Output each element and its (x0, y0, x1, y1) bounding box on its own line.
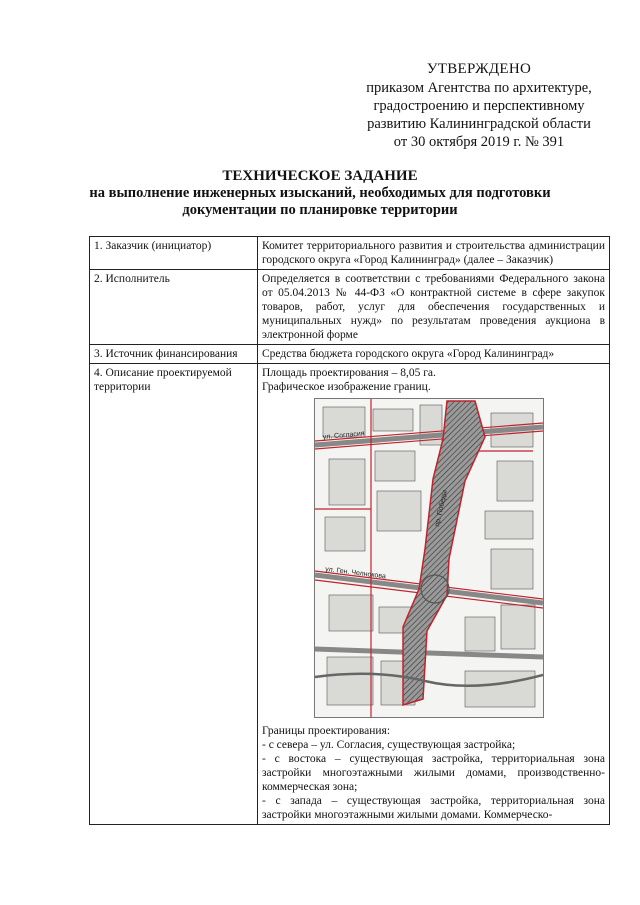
approval-line-2: градостроению и перспективному (373, 98, 585, 114)
row-value: Средства бюджета городского округа «Город Калининград» (258, 345, 610, 364)
boundary-map (314, 398, 544, 718)
table-row-executor (90, 270, 610, 345)
territory-description (258, 364, 610, 825)
title-sub-1: на выполнение инженерных изысканий, необходимых для подготовки (89, 185, 551, 201)
row-value: Определяется в соответствии с требованиями Федерального закона от 05.04.2013 № 44-ФЗ «О контрактной системе в сфере закупок товаров, работ, услуг для обеспечения государственных и муниципальных нужд» по результатам проведения аукциона в электронной форме (258, 270, 610, 345)
document-title (0, 168, 640, 219)
map-label-diag: пр. Победы (434, 489, 449, 528)
bounds-list (262, 738, 605, 822)
row-label: 3. Источник финансирования (90, 345, 258, 364)
territory-graphic-caption: Графическое изображение границ. (262, 381, 431, 393)
row-label: 1. Заказчик (инициатор) (90, 237, 258, 270)
approval-line-1: приказом Агентства по архитектуре, (366, 80, 592, 96)
title-sub-2: документации по планировке территории (182, 202, 458, 218)
approval-stamp: УТВЕРЖДЕНО (426, 61, 532, 77)
row-label: 2. Исполнитель (90, 270, 258, 345)
spec-table (89, 236, 610, 825)
bounds-clip (262, 738, 605, 822)
list-item: - с востока – существующая застройка, территориальная зона застройки многоэтажными жилыми домами, производственно-коммерческая зона; (262, 753, 605, 793)
table-row-customer (90, 237, 610, 270)
list-item: - с севера – ул. Согласия, существующая застройка; (262, 739, 516, 751)
approval-line-4: от 30 октября 2019 г. № 391 (393, 134, 565, 150)
bounds-title: Границы проектирования: (262, 725, 391, 737)
map-label-north: ул. Согласия (322, 430, 365, 441)
table-row-funding (90, 345, 610, 364)
territory-area: Площадь проектирования – 8,05 га. (262, 367, 436, 379)
table-row-territory (90, 364, 610, 825)
title-main: ТЕХНИЧЕСКОЕ ЗАДАНИЕ (222, 168, 418, 184)
approval-line-3: развитию Калининградской области (367, 116, 591, 132)
boundary-map-svg (315, 399, 543, 717)
approval-block (348, 60, 610, 151)
list-item: - с запада – существующая застройка, территориальная зона застройки многоэтажными жилыми домами. Коммерческо- (262, 795, 605, 821)
row-label: 4. Описание проектируемой территории (90, 364, 258, 825)
row-value: Комитет территориального развития и строительства администрации городского округа «Город Калининград» (далее – Заказчик) (258, 237, 610, 270)
map-label-mid: ул. Ген. Челнокова (324, 566, 387, 581)
